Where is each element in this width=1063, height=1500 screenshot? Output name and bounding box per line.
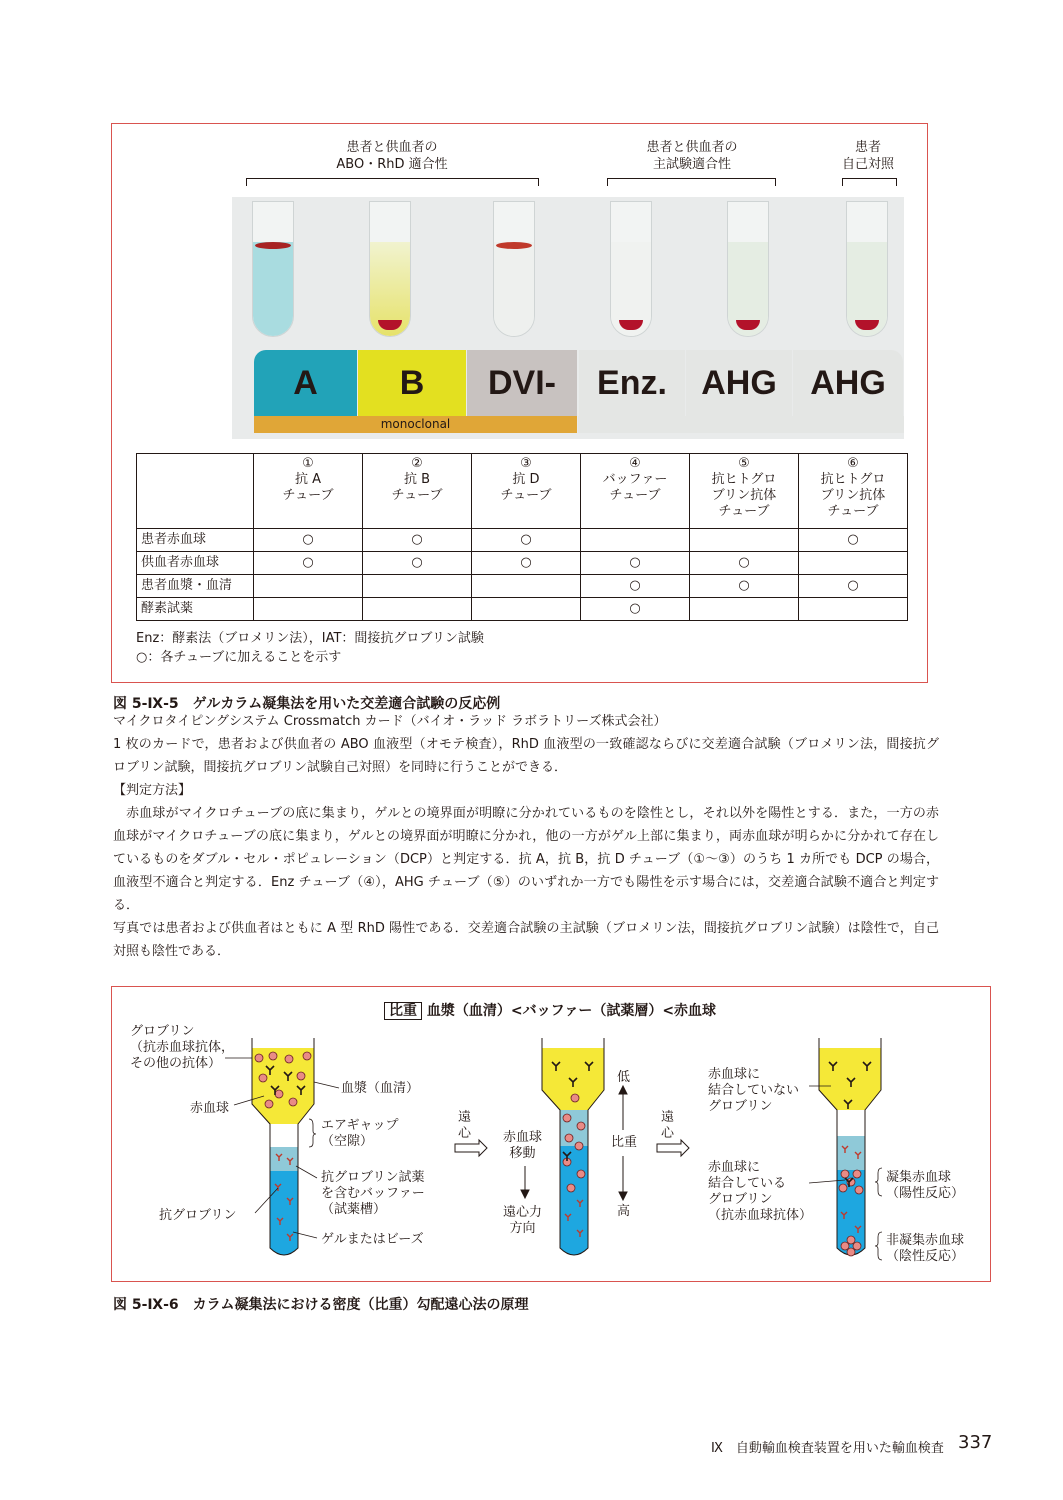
gel-fill	[253, 242, 293, 336]
header-line: 患者と供血者の	[646, 140, 738, 155]
body-paragraph: 1 枚のカードで，患者および供血者の ABO 血液型（オモテ検査），RhD 血液型の一致確認ならびに交差適合試験（ブロメリン法，間接抗グロブリン試験，間接抗グロブリン試験自己対照）を同時に行うことができる．	[113, 737, 939, 775]
tube1-gel	[270, 1171, 298, 1255]
label-rbc-move	[503, 1130, 542, 1162]
label-line: その他の抗体）	[130, 1056, 222, 1071]
col-num: ②	[411, 456, 423, 471]
table-cell	[581, 529, 690, 552]
label-line: （試薬槽）	[321, 1202, 387, 1217]
figure1-note-1: Enz：酵素法（ブロメリン法），IAT：間接抗グロブリン試験	[136, 631, 484, 646]
col-header-4	[581, 454, 690, 529]
label-centrifuge-2	[661, 1110, 674, 1142]
col-line: 抗ヒトグロ	[711, 472, 777, 487]
table-row	[137, 529, 908, 552]
header-line: 自己対照	[841, 157, 894, 172]
col-line: 抗 B	[403, 472, 431, 487]
body-paragraph: 写真では患者および供血者はともに A 型 RhD 陽性である．交差適合試験の主試験（ブロメリン法，間接抗グロブリン試験）は陰性で，自己対照も陰性である．	[113, 921, 939, 959]
card-tab-ahg-1: AHG	[686, 350, 792, 416]
header-line: 患者	[854, 140, 881, 155]
label-line: 結合している	[708, 1176, 787, 1191]
label-line: 遠	[458, 1110, 472, 1125]
label-anti-globulin: 抗グロブリン	[159, 1208, 237, 1223]
table-cell: ○	[363, 529, 472, 552]
col-line: チューブ	[609, 488, 661, 503]
table-cell: ○	[472, 552, 581, 575]
rbc-move-arrow	[521, 1166, 529, 1198]
label-line: 心	[661, 1126, 675, 1141]
label-line: 非凝集赤血球	[886, 1233, 965, 1248]
label-line: 凝集赤血球	[886, 1170, 952, 1185]
table-corner	[137, 454, 254, 529]
card-subtext: monoclonal	[380, 417, 451, 431]
col-num: ④	[629, 456, 641, 471]
label-line: （抗赤血球抗体）	[708, 1208, 813, 1223]
label-line: （陽性反応）	[886, 1186, 965, 1201]
tube-anti-d	[493, 201, 535, 337]
col-num: ⑤	[738, 456, 750, 471]
table-header-row	[137, 454, 908, 529]
label-line: エアギャップ	[321, 1118, 399, 1133]
brace-abo	[246, 178, 539, 186]
card-tab-b: B	[358, 350, 466, 416]
label-high: 高	[617, 1204, 631, 1219]
label-line: 心	[458, 1126, 472, 1141]
row-label: 患者血漿・血清	[137, 575, 254, 598]
label-line: 遠	[661, 1110, 675, 1125]
col-header-2	[363, 454, 472, 529]
table-cell	[472, 575, 581, 598]
label-line: 赤血球に	[708, 1160, 761, 1175]
col-line: チューブ	[282, 488, 334, 503]
label-line: 赤血球	[503, 1130, 543, 1145]
label-line: 移動	[509, 1146, 536, 1161]
label-non-agglutinated	[886, 1233, 964, 1265]
label-globulin	[130, 1024, 234, 1072]
table-cell: ○	[472, 529, 581, 552]
brace-autocontrol	[842, 178, 897, 186]
tube1-airgap	[270, 1124, 298, 1147]
body-paragraph: マイクロタイピングシステム Crossmatch カード（バイオ・ラッド ラボラトリーズ株式会社）	[113, 714, 667, 729]
centrifugation-diagram	[111, 986, 991, 1282]
table-row	[137, 552, 908, 575]
table-cell	[472, 598, 581, 621]
page-number: 337	[958, 1432, 993, 1453]
tube3-airgap	[837, 1110, 865, 1136]
density-title-box: 比重	[384, 1002, 422, 1020]
row-label: 患者赤血球	[137, 529, 254, 552]
header-line: ABO・RhD 適合性	[336, 157, 448, 172]
table-cell: ○	[254, 552, 363, 575]
label-line: グロブリン	[708, 1099, 773, 1114]
label-line: 赤血球に	[708, 1067, 761, 1082]
label-bound-globulin	[708, 1160, 812, 1224]
table-cell	[690, 529, 799, 552]
card-tab-enz: Enz.	[579, 350, 685, 416]
figure1-note-2: ○：各チューブに加えることを示す	[136, 650, 342, 665]
label-airgap	[321, 1118, 398, 1150]
label-line: グロブリン	[708, 1192, 773, 1207]
label-line: を含むバッファー	[321, 1186, 425, 1201]
col-line: 抗 D	[512, 472, 540, 487]
table-cell: ○	[254, 529, 363, 552]
col-line: 抗ヒトグロ	[820, 472, 886, 487]
tube1-buffer	[270, 1147, 298, 1171]
row-label: 供血者赤血球	[137, 552, 254, 575]
col-line: チューブ	[500, 488, 552, 503]
header-group-autocontrol	[826, 139, 910, 173]
footer-chapter: Ⅸ 自動輸血検査装置を用いた輸血検査	[711, 1441, 944, 1456]
agglutinated-band	[255, 242, 291, 249]
table-cell	[363, 575, 472, 598]
tube-iat-auto	[846, 201, 888, 337]
table-row	[137, 575, 908, 598]
label-rbc: 赤血球	[190, 1101, 230, 1116]
col-header-1	[254, 454, 363, 529]
col-header-6	[799, 454, 908, 529]
card-band-monoclonal	[254, 416, 577, 433]
col-line: 抗 A	[294, 472, 322, 487]
body-paragraph: 【判定方法】	[113, 783, 192, 798]
table-cell: ○	[581, 598, 690, 621]
table-cell	[254, 598, 363, 621]
tube-enz	[610, 201, 652, 337]
table-cell: ○	[581, 575, 690, 598]
label-line: グロブリン	[130, 1024, 195, 1039]
card-band-grey	[578, 416, 904, 433]
label-line: 遠心力	[503, 1205, 543, 1220]
figure2-caption: 図 5-Ⅸ-6 カラム凝集法における密度（比重）勾配遠心法の原理	[113, 1297, 529, 1313]
gel-card-photo	[232, 197, 904, 439]
col-line: ブリン抗体	[820, 488, 886, 503]
table-cell: ○	[690, 552, 799, 575]
col-line: チューブ	[718, 504, 770, 519]
col-num: ①	[302, 456, 314, 471]
centrifuge-arrow-1	[455, 1140, 487, 1156]
label-gel: ゲルまたはビーズ	[321, 1232, 424, 1247]
reagent-matrix-table	[136, 453, 908, 621]
centrifuge-arrow-2	[657, 1140, 689, 1156]
header-line: 患者と供血者の	[346, 140, 438, 155]
label-buffer	[321, 1170, 425, 1218]
tube-iat	[727, 201, 769, 337]
tube-anti-a	[252, 201, 294, 337]
label-unbound-globulin	[708, 1067, 799, 1115]
brace-crossmatch	[607, 178, 776, 186]
col-line: ブリン抗体	[711, 488, 777, 503]
card-tab-dvi: DVI-	[467, 350, 577, 416]
label-agglutinated	[886, 1170, 964, 1202]
density-title-text: 血漿（血清）<バッファー（試薬層）<赤血球	[426, 1003, 717, 1019]
agglutinated-band	[496, 242, 532, 249]
body-paragraph: 赤血球がマイクロチューブの底に集まり，ゲルとの境界面が明瞭に分かれているものを陰性とし，それ以外を陽性とする．また，一方の赤血球がマイクロチューブの底に集まり，ゲルとの境界面が明瞭に分かれ，他の一方がゲル上部に集まり，両赤血球が明らかに分かれて存在しているものをダブル・セル・ポピュレーション（DCP）と判定する．抗 A，抗 B，抗 D チューブ（①～③）のうち 1 カ所でも DCP の場合，血液型不適合と判定する．Enz チューブ（④），AHG チューブ（⑤）のいずれか一方でも陽性を示す場合には，交差適合試験不適合と判定する．	[113, 806, 939, 913]
table-row	[137, 598, 908, 621]
label-line: （抗赤血球抗体，	[130, 1040, 235, 1055]
header-group-abo	[300, 139, 484, 173]
table-cell: ○	[690, 575, 799, 598]
table-cell	[690, 598, 799, 621]
card-tab-a: A	[254, 350, 357, 416]
label-line: （陰性反応）	[886, 1249, 965, 1264]
col-header-3	[472, 454, 581, 529]
header-line: 主試験適合性	[652, 157, 731, 172]
table-cell: ○	[363, 552, 472, 575]
header-group-crossmatch	[600, 139, 784, 173]
figure1-caption: 図 5-Ⅸ-5 ゲルカラム凝集法を用いた交差適合試験の反応例	[113, 696, 501, 712]
label-low: 低	[617, 1070, 631, 1085]
label-force-direction	[503, 1205, 542, 1237]
label-line: 抗グロブリン試薬	[321, 1170, 425, 1185]
label-line: 結合していない	[708, 1083, 800, 1098]
col-line: バッファー	[602, 472, 668, 487]
table-cell	[799, 552, 908, 575]
tube-before-centrifugation	[252, 1038, 314, 1255]
label-plasma: 血漿（血清）	[341, 1081, 420, 1096]
table-cell	[254, 575, 363, 598]
label-line: （空隙）	[321, 1134, 374, 1149]
table-cell	[799, 598, 908, 621]
figure1-description	[113, 710, 939, 963]
col-line: チューブ	[827, 504, 879, 519]
card-tab-ahg-2: AHG	[793, 350, 903, 416]
card-label-strip	[254, 350, 904, 439]
label-centrifuge-1	[458, 1110, 471, 1142]
table-cell	[363, 598, 472, 621]
col-num: ⑥	[847, 456, 859, 471]
gel-fill	[494, 242, 534, 336]
col-line: チューブ	[391, 488, 443, 503]
col-header-5	[690, 454, 799, 529]
row-label: 酵素試薬	[137, 598, 254, 621]
col-num: ③	[520, 456, 532, 471]
table-cell: ○	[799, 529, 908, 552]
table-cell: ○	[799, 575, 908, 598]
label-line: 方向	[509, 1221, 536, 1236]
table-cell: ○	[581, 552, 690, 575]
tube-after-centrifugation	[819, 1038, 881, 1256]
tube-anti-b	[369, 201, 411, 337]
label-specific-gravity: 比重	[611, 1135, 638, 1150]
